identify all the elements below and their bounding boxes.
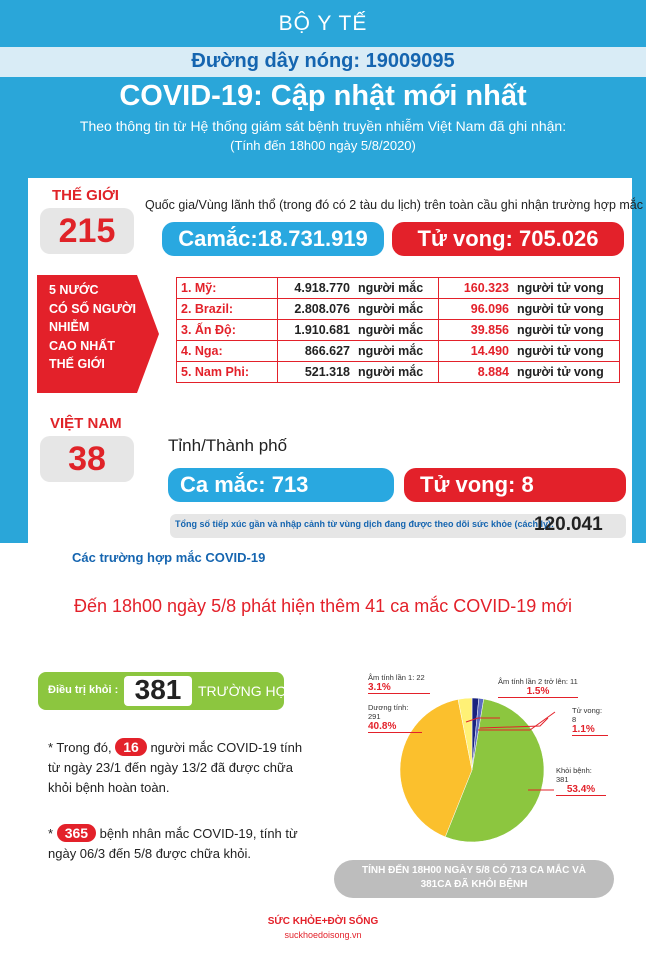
note-2-text: bệnh nhân mắc COVID-19, tính từ	[99, 826, 298, 841]
pie-label-pct: 40.8%	[368, 721, 397, 732]
vietnam-cases-pill: Ca mắc: 713	[168, 468, 394, 502]
deaths-unit: người tử vong	[513, 341, 620, 362]
country-deaths: 96.096	[439, 299, 514, 320]
pie-label-neg1	[368, 673, 430, 694]
note-1-text: người mắc COVID-19 tính	[150, 740, 303, 755]
country-deaths: 39.856	[439, 320, 514, 341]
note-1-line3: khỏi bệnh hoàn toàn.	[48, 780, 170, 795]
world-label: THẾ GIỚI	[52, 187, 119, 204]
table-row	[177, 341, 620, 362]
summary-bar	[334, 860, 614, 898]
country-deaths: 160.323	[439, 278, 514, 299]
page-title: COVID-19: Cập nhật mới nhất	[119, 80, 527, 112]
pie-label-neg2	[498, 677, 578, 698]
world-cases-pill: Camắc:18.731.919	[162, 222, 384, 256]
pie-label-pct: 1.1%	[572, 724, 595, 735]
country-name: 5. Nam Phi:	[177, 362, 278, 383]
country-cases: 2.808.076	[278, 299, 355, 320]
summary-line: TÍNH ĐẾN 18H00 NGÀY 5/8 CÓ 713 CA MẮC VÀ	[362, 865, 586, 876]
deaths-unit: người tử vong	[513, 320, 620, 341]
pie-label-recovered	[556, 766, 606, 796]
pie-label-text: Âm tính lần 1: 22	[368, 673, 425, 682]
country-cases: 4.918.770	[278, 278, 355, 299]
country-name: 1. Mỹ:	[177, 278, 278, 299]
vietnam-deaths-pill: Tử vong: 8	[404, 468, 626, 502]
note-1-prefix: * Trong đó,	[48, 740, 112, 755]
recovered-value: 381	[134, 674, 182, 705]
vietnam-provinces-desc: Tỉnh/Thành phố	[168, 436, 288, 455]
ministry-name: BỘ Y TẾ	[278, 12, 368, 35]
note-2	[48, 824, 338, 864]
vietnam-provinces-count: 38	[40, 436, 134, 482]
top5-arrow	[137, 275, 159, 393]
pie-label-positive	[368, 703, 422, 733]
footer-site: suckhoedoisong.vn	[284, 930, 362, 940]
recovered-label: Điều trị khỏi :	[48, 684, 119, 696]
cases-unit: người mắc	[354, 341, 439, 362]
country-deaths: 14.490	[439, 341, 514, 362]
world-deaths-pill: Tử vong: 705.026	[392, 222, 624, 256]
top5-label-line: NHIỄM	[49, 320, 90, 334]
pie-label-pct: 3.1%	[368, 682, 391, 693]
vietnam-label: VIỆT NAM	[50, 415, 122, 432]
country-deaths: 8.884	[439, 362, 514, 383]
country-name: 4. Nga:	[177, 341, 278, 362]
deaths-unit: người tử vong	[513, 362, 620, 383]
follow-up-label: Tổng số tiếp xúc gần và nhập cảnh từ vùng dịch đang được theo dõi sức khỏe (cách ly):	[175, 519, 554, 529]
footer-brand: SỨC KHỎE+ĐỜI SỐNG	[267, 916, 379, 927]
note-1-badge: 16	[115, 738, 147, 756]
top5-label-line: 5 NƯỚC	[49, 283, 99, 297]
deaths-unit: người tử vong	[513, 278, 620, 299]
pie-label-pct: 1.5%	[526, 686, 550, 697]
date-note: (Tính đến 18h00 ngày 5/8/2020)	[230, 138, 416, 153]
country-cases: 866.627	[278, 341, 355, 362]
note-1	[48, 738, 338, 798]
cases-unit: người mắc	[354, 362, 439, 383]
note-1-line2: từ ngày 23/1 đến ngày 13/2 đã được chữa	[48, 760, 293, 775]
table-row	[177, 278, 620, 299]
note-2-prefix: *	[48, 826, 54, 841]
cases-heading: Các trường hợp mắc COVID-19	[72, 550, 266, 565]
world-countries-desc: Quốc gia/Vùng lãnh thổ (trong đó có 2 tàu du lịch) trên toàn cầu ghi nhận trường hợp mắc	[145, 198, 643, 212]
pie-label-text: Âm tính lần 2 trở lên: 11	[498, 677, 578, 686]
cases-unit: người mắc	[354, 278, 439, 299]
table-row	[177, 362, 620, 383]
deaths-unit: người tử vong	[513, 299, 620, 320]
note-2-badge: 365	[57, 824, 96, 842]
pie-label-pct: 53.4%	[566, 784, 596, 795]
top5-table	[176, 277, 620, 383]
country-name: 3. Ấn Độ:	[177, 320, 278, 341]
top5-label	[37, 275, 137, 393]
country-name: 2. Brazil:	[177, 299, 278, 320]
table-row	[177, 299, 620, 320]
country-cases: 1.910.681	[278, 320, 355, 341]
recovered-unit: TRƯỜNG HỢP	[198, 683, 297, 699]
note-2-line2: ngày 06/3 đến 5/8 được chữa khỏi.	[48, 846, 252, 861]
world-countries-count: 215	[40, 208, 134, 254]
subtitle: Theo thông tin từ Hệ thống giám sát bệnh truyền nhiễm Việt Nam đã ghi nhận:	[79, 118, 567, 134]
cases-headline: Đến 18h00 ngày 5/8 phát hiện thêm 41 ca mắc COVID-19 mới	[73, 596, 573, 616]
follow-up-value: 120.041	[534, 514, 603, 535]
pie-label-text: Dương tính: 291	[368, 703, 409, 721]
top5-label-line: CAO NHẤT	[49, 338, 115, 353]
table-row	[177, 320, 620, 341]
pie-label-text: Tử vong: 8	[572, 706, 603, 724]
summary-line: 381CA ĐÃ KHỎI BỆNH	[420, 879, 528, 890]
pie-label-deaths	[572, 706, 608, 736]
top5-label-line: CÓ SỐ NGƯỜI	[49, 301, 137, 316]
country-cases: 521.318	[278, 362, 355, 383]
pie-label-text: Khỏi bệnh: 381	[556, 766, 592, 784]
top5-label-line: THẾ GIỚI	[49, 357, 105, 371]
cases-unit: người mắc	[354, 320, 439, 341]
hotline: Đường dây nóng: 19009095	[191, 50, 455, 72]
cases-unit: người mắc	[354, 299, 439, 320]
